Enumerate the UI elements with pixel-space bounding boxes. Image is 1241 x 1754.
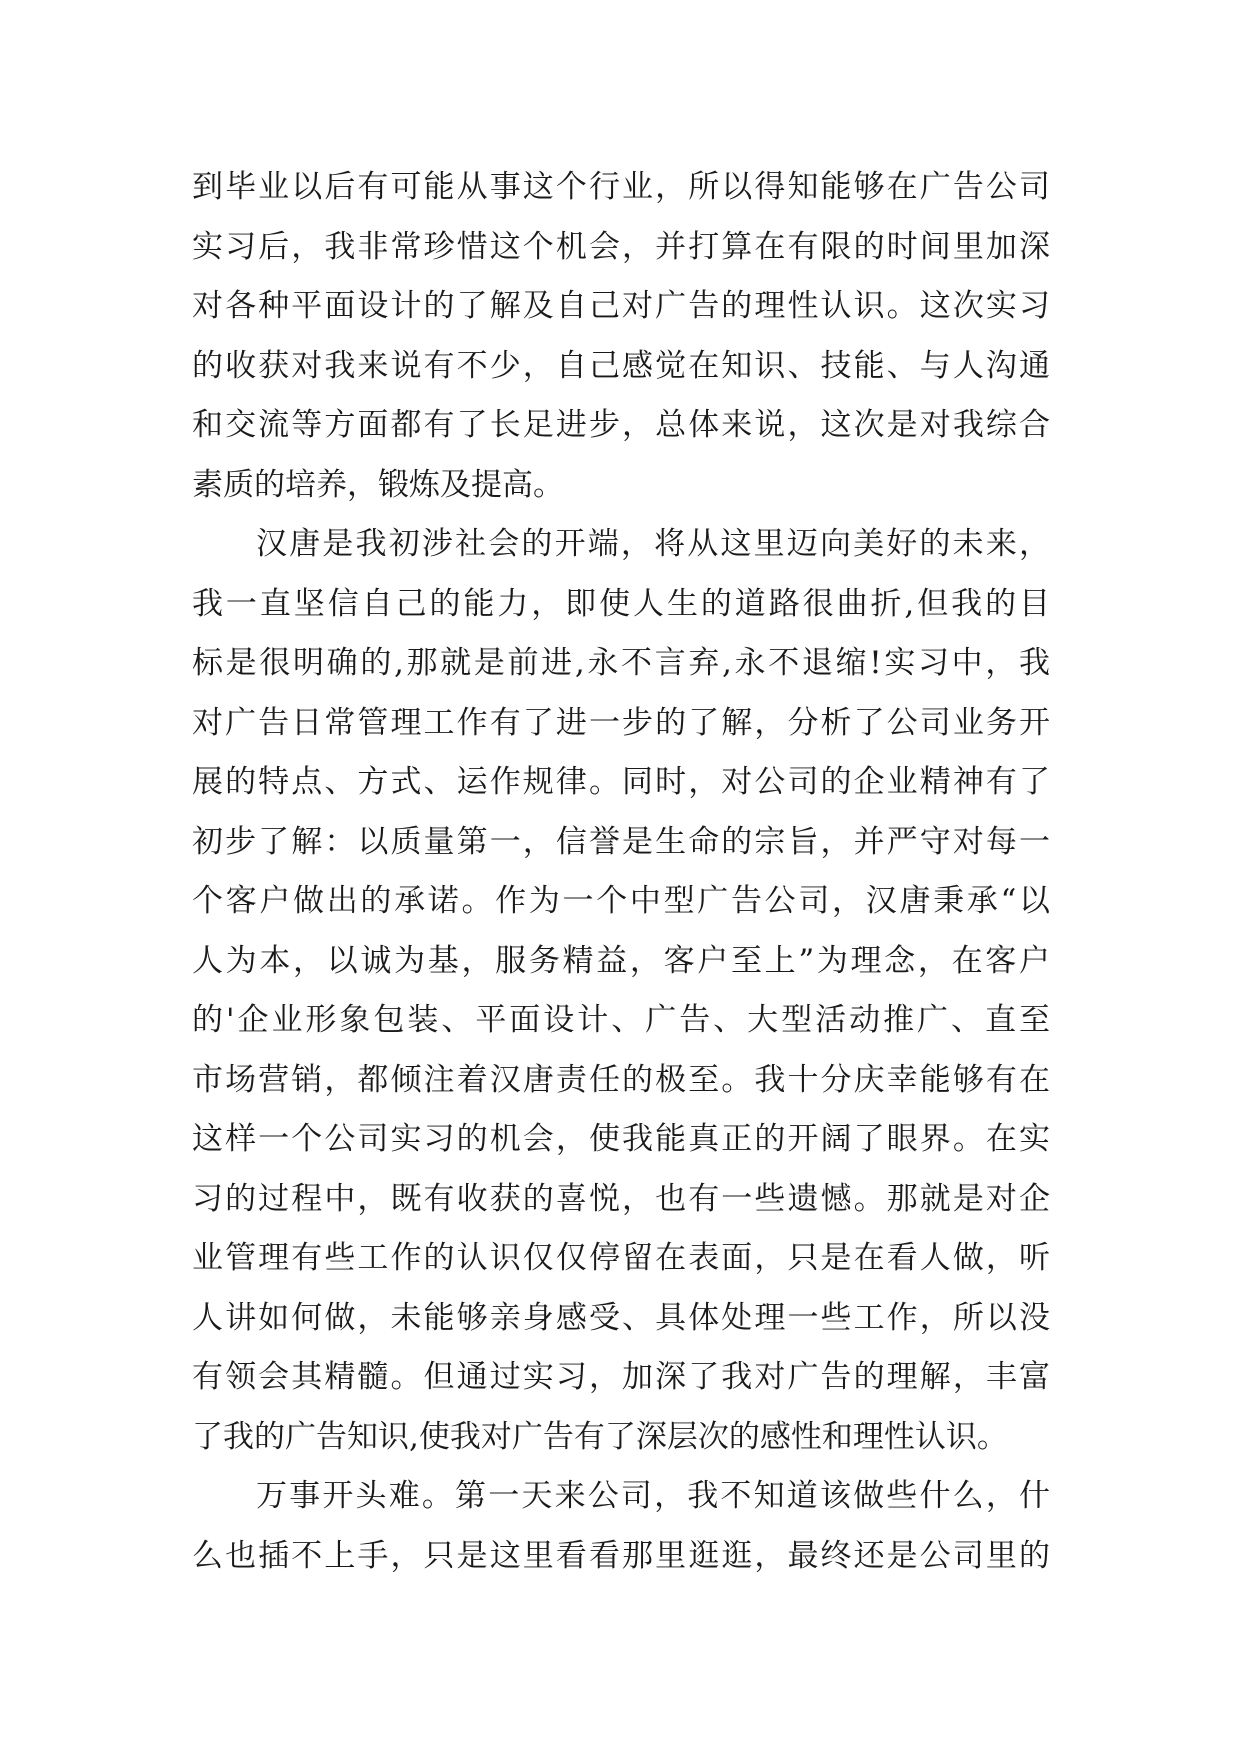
text-line: 展的特点、方式、运作规律。同时，对公司的企业精神有了 bbox=[192, 764, 1050, 800]
text-line: 标是很明确的,那就是前进,永不言弃,永不退缩!实习中，我 bbox=[192, 645, 1050, 681]
text-line: 了我的广告知识,使我对广告有了深层次的感性和理性认识。 bbox=[192, 1418, 1008, 1455]
text-line: 初步了解：以质量第一，信誉是生命的宗旨，并严守对每一 bbox=[192, 823, 1050, 860]
text-line: 实习后，我非常珍惜这个机会，并打算在有限的时间里加深 bbox=[192, 228, 1050, 265]
text-line: 市场营销，都倾注着汉唐责任的极至。我十分庆幸能够有在 bbox=[192, 1061, 1050, 1098]
text-line: 人讲如何做，未能够亲身感受、具体处理一些工作，所以没 bbox=[192, 1299, 1050, 1336]
text-line: 的'企业形象包装、平面设计、广告、大型活动推广、直至 bbox=[192, 1002, 1050, 1038]
body-text bbox=[192, 158, 1050, 1586]
text-line: 人为本，以诚为基，服务精益，客户至上”为理念，在客户 bbox=[192, 942, 1050, 979]
text-line: 到毕业以后有可能从事这个行业，所以得知能够在广告公司 bbox=[192, 169, 1050, 205]
text-line: 和交流等方面都有了长足进步，总体来说，这次是对我综合 bbox=[192, 407, 1050, 443]
text-line: 素质的培养，锻炼及提高。 bbox=[192, 466, 564, 503]
text-line: 对广告日常管理工作有了进一步的了解，分析了公司业务开 bbox=[192, 704, 1050, 741]
text-line: 的收获对我来说有不少，自己感觉在知识、技能、与人沟通 bbox=[192, 347, 1050, 384]
text-line: 这样一个公司实习的机会，使我能真正的开阔了眼界。在实 bbox=[192, 1121, 1050, 1157]
text-line: 有领会其精髓。但通过实习，加深了我对广告的理解，丰富 bbox=[192, 1359, 1050, 1395]
text-line: 业管理有些工作的认识仅仅停留在表面，只是在看人做，听 bbox=[192, 1240, 1050, 1276]
text-line: 汉唐是我初涉社会的开端，将从这里迈向美好的未来， bbox=[256, 526, 1050, 562]
text-line: 万事开头难。第一天来公司，我不知道该做些什么，什 bbox=[256, 1478, 1050, 1514]
text-line: 对各种平面设计的了解及自己对广告的理性认识。这次实习 bbox=[192, 288, 1050, 324]
text-line: 我一直坚信自己的能力，即使人生的道路很曲折,但我的目 bbox=[192, 585, 1050, 622]
text-line: 习的过程中，既有收获的喜悦，也有一些遗憾。那就是对企 bbox=[192, 1180, 1050, 1217]
text-line: 么也插不上手，只是这里看看那里逛逛，最终还是公司里的 bbox=[192, 1537, 1050, 1574]
text-line: 个客户做出的承诺。作为一个中型广告公司，汉唐秉承“以 bbox=[192, 883, 1050, 919]
